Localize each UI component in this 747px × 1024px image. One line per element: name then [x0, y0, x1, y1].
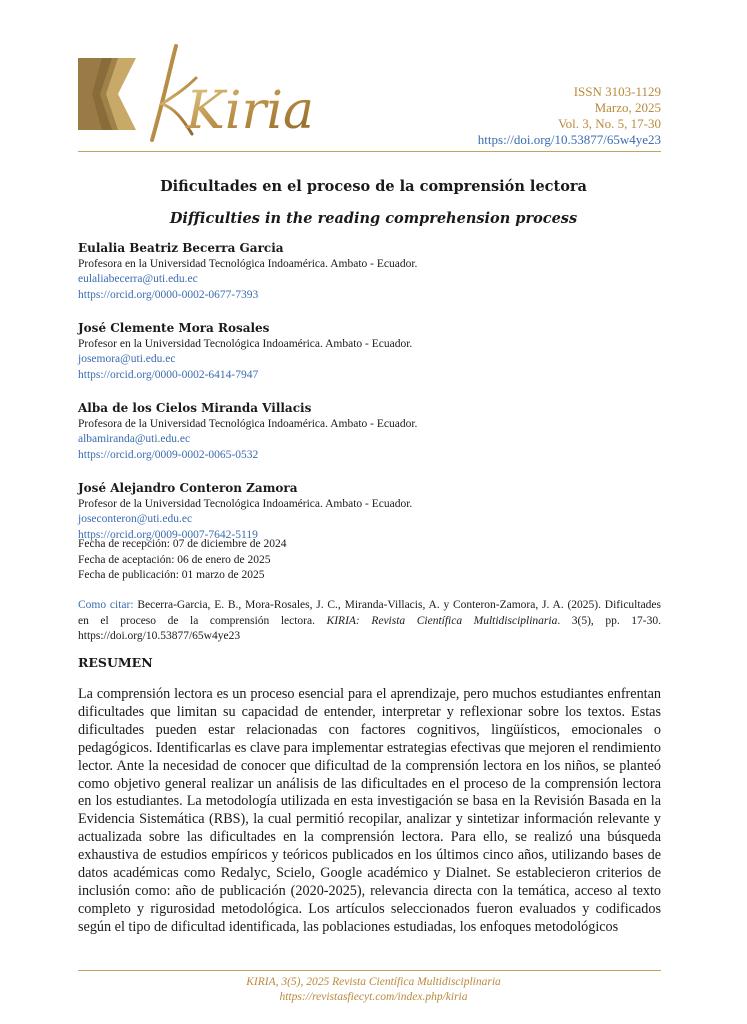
- author-affiliation: Profesor en la Universidad Tecnológica Indoamérica. Ambato - Ecuador.: [78, 337, 413, 350]
- author-name: Alba de los Cielos Miranda Villacis: [78, 401, 312, 415]
- author-email[interactable]: josemora@uti.edu.ec: [78, 353, 176, 365]
- footer-rule: [78, 970, 661, 971]
- citation-journal: KIRIA: Revista Científica Multidisciplinaria: [326, 614, 558, 627]
- citation: [78, 598, 661, 645]
- author-block: [78, 401, 661, 463]
- title-spanish: Dificultades en el proceso de la comprensión lectora: [160, 178, 587, 195]
- volume-info: Vol. 3, No. 5, 17-30: [557, 116, 661, 131]
- citation-label: Como citar:: [78, 599, 134, 611]
- author-orcid[interactable]: https://orcid.org/0000-0002-6414-7947: [78, 368, 259, 381]
- date-published: Fecha de publicación: 01 marzo de 2025: [78, 569, 265, 581]
- author-orcid[interactable]: https://orcid.org/0009-0007-7642-5119: [78, 528, 258, 541]
- issue-date: Marzo, 2025: [594, 100, 661, 115]
- citation-text: Becerra-Garcia, E. B., Mora-Rosales, J. C., Miranda-Villacis, A. y Conteron-Zamora, J. A. (2025). Dificultades en el proceso de la comprensión lectora.: [78, 599, 662, 627]
- kiria-logo-icon: [78, 38, 328, 148]
- footer-journal: KIRIA, 3(5), 2025 Revista Científica Multidisciplinaria: [246, 976, 501, 988]
- header-rule: [78, 151, 661, 152]
- author-name: José Clemente Mora Rosales: [78, 321, 270, 335]
- page-footer: [0, 975, 747, 1005]
- author-list: [78, 241, 661, 561]
- journal-meta: [478, 84, 661, 148]
- author-name: José Alejandro Conteron Zamora: [78, 481, 298, 495]
- author-block: [78, 481, 661, 543]
- title-english: Difficulties in the reading comprehension process: [169, 210, 578, 227]
- date-received: Fecha de recepción: 07 de diciembre de 2024: [78, 538, 287, 550]
- footer-url[interactable]: https://revistasfiecyt.com/index.php/kiria: [279, 991, 468, 1003]
- author-affiliation: Profesora en la Universidad Tecnológica Indoamérica. Ambato - Ecuador.: [78, 257, 418, 270]
- abstract-heading: RESUMEN: [78, 655, 153, 670]
- logo-text: Kiria: [186, 81, 314, 141]
- author-orcid[interactable]: https://orcid.org/0009-0002-0065-0532: [78, 448, 259, 461]
- publication-dates: [78, 537, 287, 584]
- doi-link[interactable]: https://doi.org/10.53877/65w4ye23: [477, 132, 661, 147]
- citation-text-tail: . 3(5), pp. 17-30. https://doi.org/10.53877/65w4ye23: [78, 614, 661, 642]
- abstract-body: La comprensión lectora es un proceso esencial para el aprendizaje, pero muchos estudiantes enfrentan dificultades que limitan su capacidad de entender, interpretar y reflexionar sobre los textos. Estas dificultades pueden estar relacionadas con factores cognitivos, lingüísticos, emocionales o pedagógicos. Identificarlas es clave para implementar estrategias efectivas que mejoren el rendimiento lector. Ante la necesidad de conocer que dificultad de la comprensión lectora en los niños, se planteó como objetivo general realizar un análisis de las dificultades en el proceso de la comprensión lectora en los estudiantes. La metodología utilizada en esta investigación se basa en la Revisión Basada en la Evidencia Sistemática (RBS), la cual permitió recopilar, analizar y sintetizar información relevante y actualizada sobre las dificultades en la comprensión lectora. Para ello, se realizó una búsqueda exhaustiva de estudios empíricos y teóricos publicados en los últimos cinco años, utilizando bases de datos académicas como Redalyc, Scielo, Google académico y Dialnet. Se establecieron criterios de inclusión como: año de publicación (2020-2025), relevancia directa con la temática, acceso al texto completo y rigurosidad metodológica. Los artículos seleccionados fueron evaluados y codificados según el tipo de dificultad identificada, las poblaciones estudiadas, los enfoques metodológicos: [78, 686, 661, 935]
- issn: ISSN 3103-1129: [573, 84, 661, 99]
- author-block: [78, 241, 661, 303]
- author-orcid[interactable]: https://orcid.org/0000-0002-0677-7393: [78, 288, 259, 301]
- author-email[interactable]: albamiranda@uti.edu.ec: [78, 433, 191, 445]
- author-block: [78, 321, 661, 383]
- author-name: Eulalia Beatriz Becerra Garcia: [78, 241, 284, 255]
- author-affiliation: Profesora de la Universidad Tecnológica Indoamérica. Ambato - Ecuador.: [78, 417, 418, 430]
- journal-logo: [78, 38, 328, 148]
- author-affiliation: Profesor de la Universidad Tecnológica Indoamérica. Ambato - Ecuador.: [78, 497, 413, 510]
- author-email[interactable]: eulaliabecerra@uti.edu.ec: [78, 273, 198, 285]
- author-email[interactable]: joseconteron@uti.edu.ec: [78, 513, 193, 525]
- date-accepted: Fecha de aceptación: 06 de enero de 2025: [78, 553, 271, 566]
